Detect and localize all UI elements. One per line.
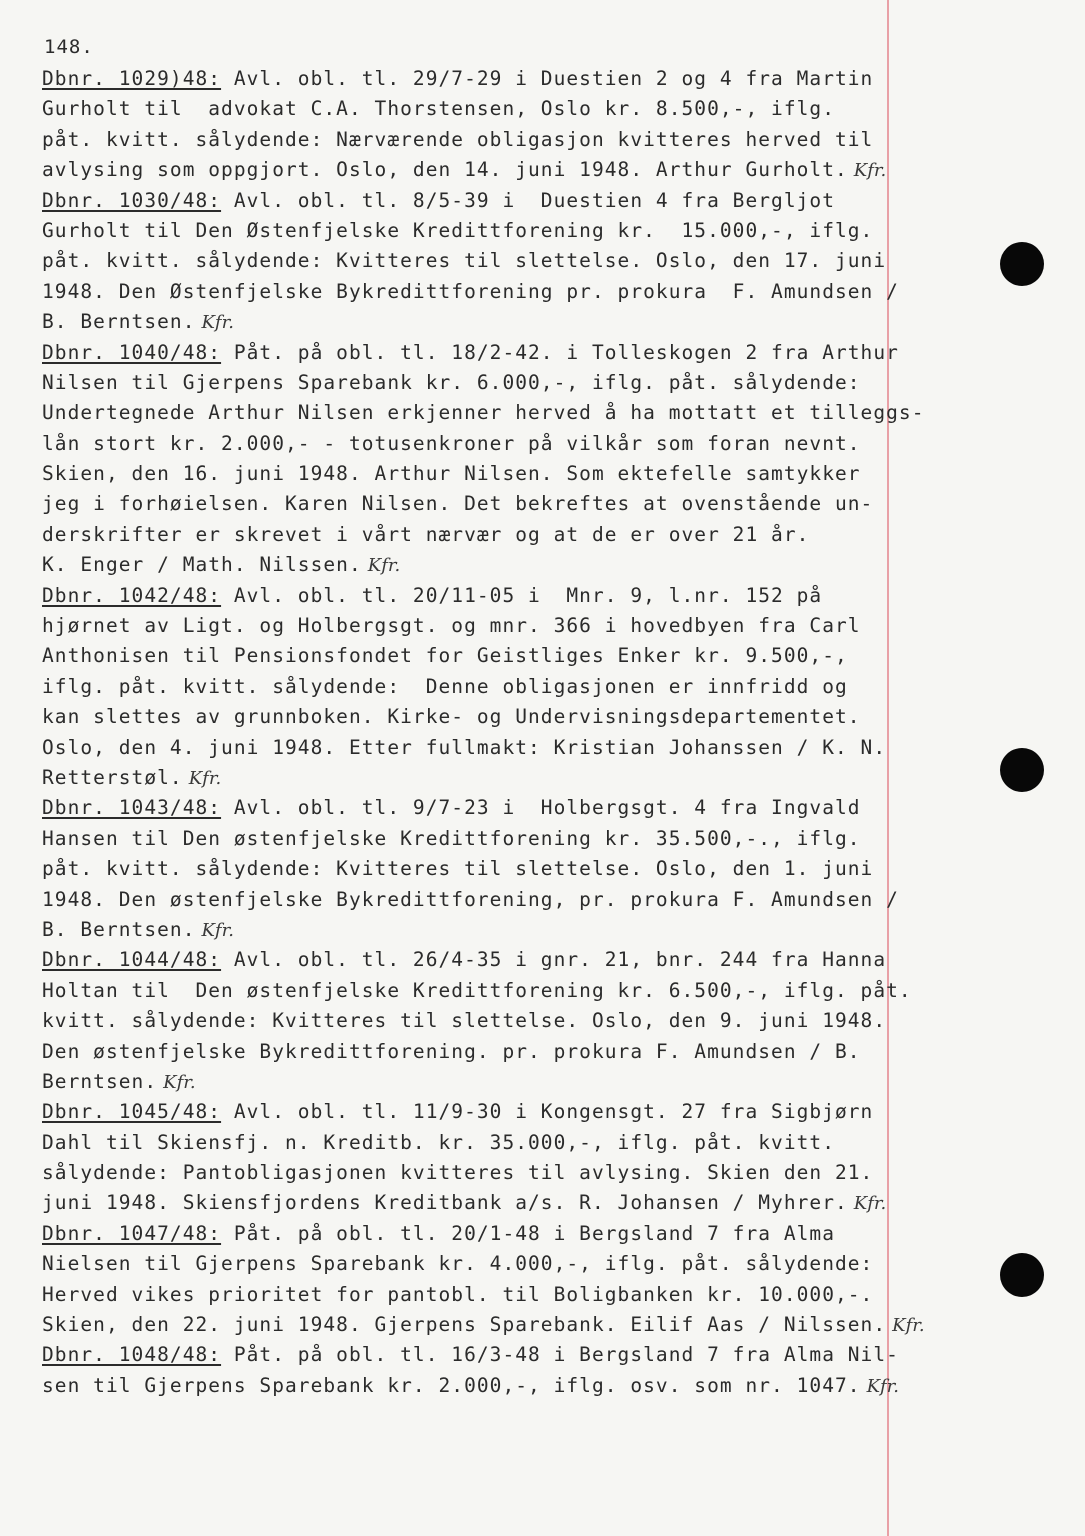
line-text: Avl. obl. tl. 11/9-30 i Kongensgt. 27 fra Sigbjørn [221,1100,874,1124]
entry-line [42,915,962,945]
line-text: kan slettes av grunnboken. Kirke- og Undervisningsdepartementet. [42,705,861,729]
punch-hole [1000,1253,1044,1297]
entry-first-line [42,1219,962,1249]
handwritten-initials: Kfr. [163,1071,196,1093]
entry-line [42,1188,962,1218]
entry-line [42,1310,962,1340]
line-text: Skien, den 22. juni 1948. Gjerpens Sparebank. Eilif Aas / Nilssen. [42,1313,887,1337]
handwritten-initials: Kfr. [853,1193,887,1215]
entry-line [42,733,962,763]
line-text: Berntsen. [42,1069,158,1093]
entry-line [42,763,962,793]
line-text: Den østenfjelske Bykredittforening. pr. prokura F. Amundsen / B. [42,1039,861,1063]
entry-reference: Dbnr. 1040/48: [42,340,222,364]
line-text: Nilsen til Gjerpens Sparebank kr. 6.000,-, iflg. påt. sålydende: [42,370,861,394]
entry-reference: Dbnr. 1043/48: [42,796,222,820]
line-text: Avl. obl. tl. 20/11-05 i Mnr. 9, l.nr. 152 på [221,583,823,607]
handwritten-initials: Kfr. [866,1375,900,1397]
entry-line [42,1067,962,1097]
entry-line [42,550,962,580]
entry-line [42,1037,962,1067]
entry-line [42,520,962,550]
entry-line [42,611,962,641]
entry-reference: Dbnr. 1042/48: [42,583,222,607]
entry-line [42,246,962,276]
line-text: Avl. obl. tl. 29/7-29 i Duestien 2 og 4 fra Martin [221,67,874,90]
line-text: påt. kvitt. sålydende: Kvitteres til slettelse. Oslo, den 1. juni [42,857,874,881]
line-text: sen til Gjerpens Sparebank kr. 2.000,-, iflg. osv. som nr. 1047. [42,1373,861,1397]
entry-line [42,1128,962,1158]
entry-line [42,641,962,671]
handwritten-initials: Kfr. [853,160,887,182]
entry-first-line [42,581,962,611]
line-text: Undertegnede Arthur Nilsen erkjenner herved å ha mottatt et tilleggs- [42,401,925,425]
line-text: Anthonisen til Pensionsfondet for Geistliges Enker kr. 9.500,-, [42,644,848,668]
line-text: avlysing som oppgjort. Oslo, den 14. juni 1948. Arthur Gurholt. [42,158,848,182]
entry-first-line [42,1097,962,1127]
line-text: påt. kvitt. sålydende: Kvitteres til slettelse. Oslo, den 17. juni [42,249,887,273]
entry-line [42,429,962,459]
line-text: 1948. Den Østenfjelske Bykredittforening pr. prokura F. Amundsen / [42,279,899,303]
entry-line [42,702,962,732]
entry-first-line [42,945,962,975]
line-text: jeg i forhøielsen. Karen Nilsen. Det bekreftes at ovenstående un- [42,492,874,516]
line-text: Nielsen til Gjerpens Sparebank kr. 4.000,-, iflg. påt. sålydende: [42,1252,874,1276]
entry-line [42,1280,962,1310]
entry-reference: Dbnr. 1029)48: [42,67,222,90]
entries [42,64,962,1401]
line-text: Holtan til Den østenfjelske Kredittforening kr. 6.500,-, iflg. påt. [42,978,912,1002]
entry-line [42,489,962,519]
entry-line [42,1249,962,1279]
entry-first-line [42,793,962,823]
handwritten-initials: Kfr. [188,767,222,789]
line-text: K. Enger / Math. Nilssen. [42,553,362,577]
entry-line [42,125,962,155]
entry-line [42,824,962,854]
line-text: sålydende: Pantobligasjonen kvitteres til avlysing. Skien den 21. [42,1161,874,1185]
handwritten-initials: Kfr. [367,555,401,577]
line-text: Påt. på obl. tl. 18/2-42. i Tolleskogen 2 fra Arthur [221,340,899,364]
line-text: Oslo, den 4. juni 1948. Etter fullmakt: Kristian Johanssen / K. N. [42,735,887,759]
entry-line [42,1006,962,1036]
entry-first-line [42,338,962,368]
handwritten-initials: Kfr. [201,312,234,334]
entry-first-line [42,186,962,216]
entry-line [42,368,962,398]
entry-line [42,307,962,337]
line-text: Gurholt til Den Østenfjelske Kredittforening kr. 15.000,-, iflg. [42,218,874,242]
entry-line [42,976,962,1006]
line-text: Avl. obl. tl. 8/5-39 i Duestien 4 fra Bergljot [221,188,835,212]
entry-line [42,854,962,884]
line-text: Avl. obl. tl. 9/7-23 i Holbergsgt. 4 fra Ingvald [221,796,861,820]
handwritten-initials: Kfr. [201,919,234,941]
line-text: Dahl til Skiensfj. n. Kreditb. kr. 35.000,-, iflg. påt. kvitt. [42,1130,835,1154]
line-text: Påt. på obl. tl. 16/3-48 i Bergsland 7 fra Alma Nil- [221,1343,899,1367]
line-text: Herved vikes prioritet for pantobl. til Boligbanken kr. 10.000,-. [42,1282,874,1306]
line-text: lån stort kr. 2.000,- - totusenkroner på vilkår som foran nevnt. [42,431,861,455]
line-text: Gurholt til advokat C.A. Thorstensen, Oslo kr. 8.500,-, iflg. [42,97,835,121]
line-text: B. Berntsen. [42,310,196,334]
punch-hole [1000,242,1044,286]
entry-line [42,94,962,124]
line-text: Hansen til Den østenfjelske Kredittforening kr. 35.500,-., iflg. [42,826,861,850]
entry-line [42,672,962,702]
entry-line [42,459,962,489]
entry-reference: Dbnr. 1048/48: [42,1343,222,1367]
entry-line [42,398,962,428]
line-text: påt. kvitt. sålydende: Nærværende obligasjon kvitteres herved til [42,127,874,151]
entry-reference: Dbnr. 1030/48: [42,188,222,212]
line-text: derskrifter er skrevet i vårt nærvær og at de er over 21 år. [42,522,810,546]
line-text: kvitt. sålydende: Kvitteres til slettelse. Oslo, den 9. juni 1948. [42,1009,887,1033]
line-text: hjørnet av Ligt. og Holbergsgt. og mnr. 366 i hovedbyen fra Carl [42,614,861,638]
line-text: B. Berntsen. [42,917,196,941]
line-text: Avl. obl. tl. 26/4-35 i gnr. 21, bnr. 244 fra Hanna [221,948,887,972]
line-text: iflg. påt. kvitt. sålydende: Denne obligasjonen er innfridd og [42,674,848,698]
line-text: Skien, den 16. juni 1948. Arthur Nilsen. Som ektefelle samtykker [42,462,861,486]
line-text: Påt. på obl. tl. 20/1-48 i Bergsland 7 fra Alma [221,1221,835,1245]
entry-reference: Dbnr. 1047/48: [42,1221,222,1245]
handwritten-initials: Kfr. [892,1315,925,1337]
punch-hole [1000,748,1044,792]
entry-line [42,155,962,185]
line-text: 1948. Den østenfjelske Bykredittforening, pr. prokura F. Amundsen / [42,887,899,911]
entry-first-line [42,1340,962,1370]
entry-reference: Dbnr. 1044/48: [42,948,222,972]
entry-line [42,277,962,307]
entry-line [42,1371,962,1401]
page-number: 148. [44,36,94,58]
line-text: Retterstøl. [42,765,183,789]
entry-reference: Dbnr. 1045/48: [42,1100,222,1124]
entry-line [42,885,962,915]
entry-first-line [42,64,962,94]
entry-line [42,216,962,246]
entry-line [42,1158,962,1188]
line-text: juni 1948. Skiensfjordens Kreditbank a/s. R. Johansen / Myhrer. [42,1191,848,1215]
